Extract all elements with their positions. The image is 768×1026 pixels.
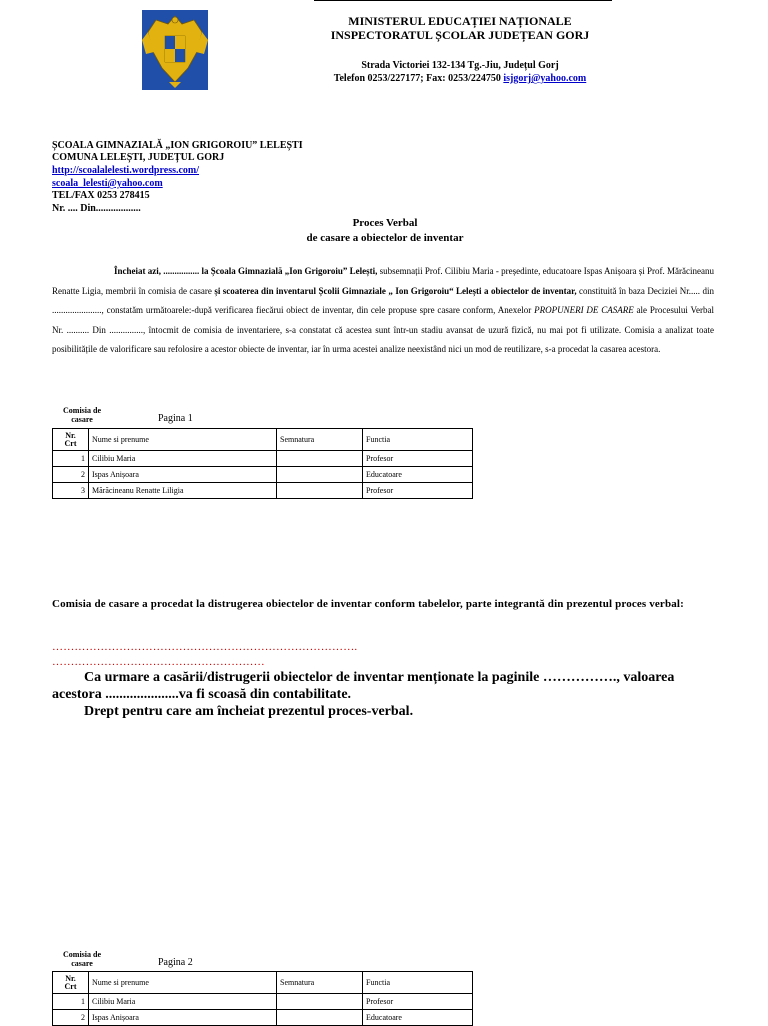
signature-cell[interactable] — [277, 451, 363, 467]
school-website-link[interactable]: http://scoalalelesti.wordpress.com/ — [52, 165, 200, 176]
inspectorate-email-link[interactable]: isjgorj@yahoo.com — [503, 73, 587, 84]
school-telfax: TEL/FAX 0253 278415 — [52, 190, 150, 201]
col-function: Functia — [363, 429, 473, 451]
commission-table-page-2 — [52, 971, 473, 1026]
para-lead: Încheiat azi, ................ la Școala Gimnazială „Ion Grigoroiu” Lelești, — [114, 266, 378, 276]
para-text-2: constituită în baza Deciziei Nr..... din ......................, constatăm următoarele:-după verificarea fiecărui obiect de inventar, din cele propuse spre casare conform, Anexelor — [52, 285, 714, 315]
commission-table-page-1 — [52, 428, 473, 499]
document-subtitle: de casare a obiectelor de inventar — [306, 232, 464, 244]
col-name: Nume si prenume — [89, 429, 277, 451]
commission-label-line2: casare — [71, 415, 93, 424]
para-italic-1: PROPUNERI DE CASARE — [534, 305, 634, 315]
dotted-line-1: ………………………………………………………………………. — [52, 641, 358, 653]
final-sentence: Drept pentru care am încheiat prezentul proces-verbal. — [84, 704, 414, 719]
inspectorate-contact — [300, 73, 620, 84]
header-top-rule — [314, 0, 612, 1]
col-nr-crt: Nr. Crt — [53, 429, 89, 451]
inspectorate-name: INSPECTORATUL ȘCOLAR JUDEȚEAN GORJ — [330, 28, 590, 42]
col-signature: Semnatura — [277, 429, 363, 451]
table-row: 3 Mărăcineanu Renatte Liligia Profesor — [53, 483, 473, 499]
para-text-3: ale Procesului Verbal Nr. .......... Din ..............., întocmit de comisia de inventariere, s-a constatat că acestea sunt într-un stadiu avansat de uzură fizică, nu mai pot fi utilizate. Comisia a analizat toate posibilitățile de valorificare sau refolosire a acestor obiecte de inventar, iar în urma acestei analize neexistând nici un mod de reutilizare, s-a procedat la casarea acestora. — [52, 305, 715, 354]
signature-cell[interactable] — [277, 467, 363, 483]
romania-coat-of-arms-icon — [142, 10, 208, 90]
document-title: Proces Verbal — [352, 217, 418, 229]
commission-label-2: Comisia de casare — [63, 950, 101, 968]
commission-label-line1: Comisia de — [63, 406, 101, 415]
para-text-1: subsemnații Prof. Cilibiu Maria - președinte, educatoare Ispas Anișoara și Prof. Mărăcineanu Renatte Ligia, membrii în comisia de casare — [52, 266, 714, 296]
dotted-line-2: ………………………………………………… — [52, 656, 265, 668]
phone-fax: Telefon 0253/227177; Fax: 0253/224750 — [333, 73, 504, 84]
para-bold-1: și scoaterea din inventarul Școlii Gimnaziale „ Ion Grigoroiu“ Lelești a obiectelor de inventar, — [214, 285, 577, 296]
page-2-label: Pagina 2 — [158, 957, 193, 968]
table-row: 2 Ispas Anișoara Educatoare — [53, 467, 473, 483]
table-header-row: Nr. Crt Nume si prenume Semnatura Functia — [53, 972, 473, 994]
result-paragraph: Ca urmare a casării/distrugerii obiectelor de inventar menționate la paginile ……………., valoarea acestora .....................va fi scoasă din contabilitate. — [52, 670, 675, 702]
table-row: 1 Cilibiu Maria Profesor — [53, 994, 473, 1010]
page-1-label: Pagina 1 — [158, 413, 193, 424]
signature-cell[interactable] — [277, 994, 363, 1010]
school-name: ȘCOALA GIMNAZIALĂ „ION GRIGOROIU” LELEȘTI — [52, 140, 303, 151]
signature-cell[interactable] — [277, 1010, 363, 1026]
school-email-link[interactable]: scoala_lelesti@yahoo.com — [52, 178, 163, 189]
main-paragraph — [52, 262, 714, 360]
table-header-row — [53, 429, 473, 451]
destruction-paragraph: Comisia de casare a procedat la distrugerea obiectelor de inventar conform tabelelor, parte integrantă din prezentul proces verbal: — [52, 598, 684, 610]
commission-label — [52, 406, 112, 424]
table-row: 2 Ispas Anișoara Educatoare — [53, 1010, 473, 1026]
signature-cell[interactable] — [277, 483, 363, 499]
registration-number: Nr. .... Din.................. — [52, 203, 141, 214]
inspectorate-address: Strada Victoriei 132-134 Tg.-Jiu, Județul Gorj — [361, 60, 559, 71]
table-row: 1 Cilibiu Maria Profesor — [53, 451, 473, 467]
ministry-name: MINISTERUL EDUCAȚIEI NAȚIONALE — [348, 14, 572, 28]
school-commune: COMUNA LELEȘTI, JUDEȚUL GORJ — [52, 152, 225, 163]
